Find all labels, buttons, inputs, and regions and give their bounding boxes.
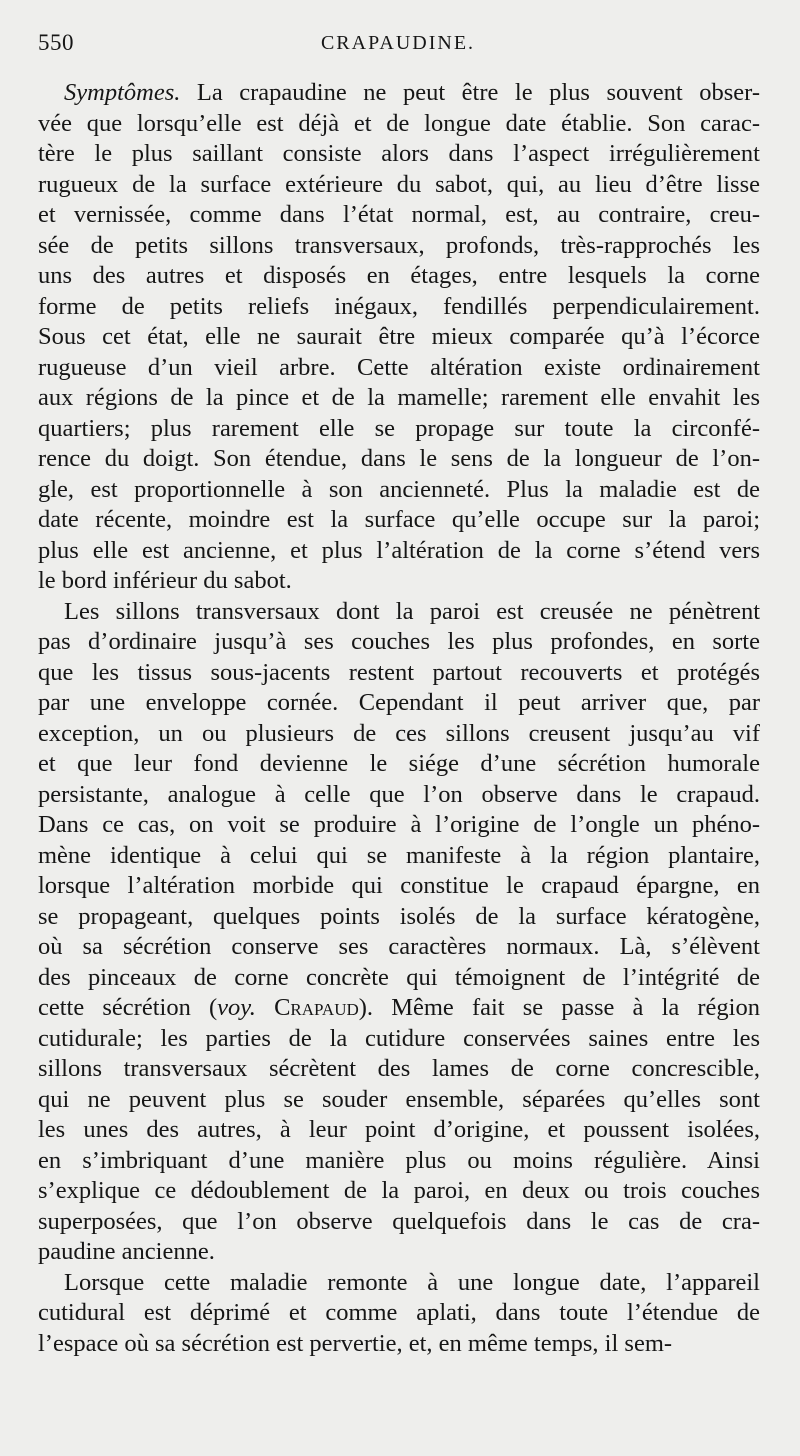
- line-text: en s’imbriquant d’une manière plus ou moins régulière. Ainsi: [38, 1146, 760, 1174]
- text-line: [38, 963, 760, 994]
- text-line: [38, 902, 760, 933]
- text-line: [38, 170, 760, 201]
- text-line: [38, 1146, 760, 1177]
- text-line: [38, 627, 760, 658]
- text-line: [38, 1115, 760, 1146]
- text-line: [38, 658, 760, 689]
- italic-reference: voy.: [217, 994, 256, 1021]
- text-line: [38, 810, 760, 841]
- line-text: quartiers; plus rarement elle se propage sur toute la circonfé-: [38, 414, 760, 442]
- text-line: [38, 841, 760, 872]
- line-text: uns des autres et disposés en étages, entre lesquels la corne: [38, 262, 760, 289]
- text-line: [38, 719, 760, 750]
- line-text: cette sécrétion (: [38, 994, 218, 1021]
- line-text: rence du doigt. Son étendue, dans le sens de la longueur de l’on-: [38, 445, 760, 472]
- line-text: persistante, analogue à celle que l’on observe dans le crapaud.: [38, 780, 760, 808]
- section-heading-italic: Symptômes.: [64, 79, 181, 106]
- page-header: [38, 30, 758, 64]
- text-line: [38, 597, 760, 628]
- text-line: [38, 139, 760, 170]
- line-text: pas d’ordinaire jusqu’à ses couches les plus profondes, en sorte: [38, 628, 760, 655]
- text-line: [38, 1329, 760, 1360]
- line-text: superposées, que l’on observe quelquefois dans le cas de cra-: [38, 1207, 760, 1235]
- text-line: [38, 353, 760, 384]
- text-line: [38, 1237, 760, 1268]
- line-text: cutidural est déprimé et comme aplati, dans toute l’étendue de: [38, 1299, 760, 1326]
- text-line: [38, 1298, 760, 1329]
- line-text: les unes des autres, à leur point d’origine, et poussent isolées,: [38, 1116, 760, 1143]
- text-line: [38, 993, 760, 1024]
- line-text: rugueuse d’un vieil arbre. Cette altération existe ordinairement: [38, 353, 760, 381]
- line-text: des pinceaux de corne concrète qui témoignent de l’intégrité de: [38, 963, 760, 991]
- line-text: La crapaudine ne peut être le plus souvent obser-: [180, 79, 760, 106]
- text-line: [38, 1054, 760, 1085]
- text-line: [38, 475, 760, 506]
- running-title: CRAPAUDINE.: [320, 32, 476, 54]
- line-text: le bord inférieur du sabot.: [38, 567, 292, 594]
- line-text: Les sillons transversaux dont la paroi est creusée ne pénètrent: [64, 597, 760, 625]
- line-text: aux régions de la pince et de la mamelle; rarement elle envahit les: [38, 384, 760, 411]
- text-line: [38, 1268, 760, 1299]
- text-line: [38, 1176, 760, 1207]
- text-line: [38, 383, 760, 414]
- paragraph: [38, 1268, 760, 1360]
- text-line: [38, 505, 760, 536]
- text-line: [38, 536, 760, 567]
- line-text: où sa sécrétion conserve ses caractères normaux. Là, s’élèvent: [38, 933, 760, 960]
- line-text: mène identique à celui qui se manifeste à la région plantaire,: [38, 841, 760, 869]
- line-text: plus elle est ancienne, et plus l’altération de la corne s’étend vers: [38, 536, 760, 564]
- text-line: [38, 200, 760, 231]
- text-line: [38, 1085, 760, 1116]
- line-text: forme de petits reliefs inégaux, fendillés perpendiculairement.: [38, 292, 760, 320]
- line-text: tère le plus saillant consiste alors dans l’aspect irrégulièrement: [38, 140, 760, 167]
- text-line: [38, 261, 760, 292]
- line-text: cutidurale; les parties de la cutidure conservées saines entre les: [38, 1024, 760, 1052]
- line-text: Sous cet état, elle ne saurait être mieux comparée qu’à l’écorce: [38, 323, 760, 350]
- text-line: [38, 231, 760, 262]
- line-text: sée de petits sillons transversaux, profonds, très-rapprochés les: [38, 231, 760, 259]
- line-text: par une enveloppe cornée. Cependant il peut arriver que, par: [38, 689, 760, 716]
- line-text: Dans ce cas, on voit se produire à l’origine de l’ongle un phéno-: [38, 811, 760, 838]
- text-line: [38, 1207, 760, 1238]
- paragraph: [38, 597, 760, 1268]
- line-text: sillons transversaux sécrètent des lames de corne concrescible,: [38, 1055, 760, 1082]
- line-text: exception, un ou plusieurs de ces sillons creusent jusqu’au vif: [38, 719, 760, 747]
- line-text: que les tissus sous-jacents restent partout recouverts et protégés: [38, 658, 760, 686]
- text-line: [38, 932, 760, 963]
- text-line: [38, 109, 760, 140]
- text-line: [38, 292, 760, 323]
- text-line: [38, 688, 760, 719]
- line-text: lorsque l’altération morbide qui constitue le crapaud épargne, en: [38, 872, 760, 899]
- line-text: s’explique ce dédoublement de la paroi, en deux ou trois couches: [38, 1177, 760, 1204]
- smallcaps-reference: Crapaud: [255, 994, 359, 1021]
- line-text: vée que lorsqu’elle est déjà et de longue date établie. Son carac-: [38, 109, 760, 137]
- line-text: paudine ancienne.: [38, 1238, 215, 1265]
- text-line: [38, 444, 760, 475]
- text-line: [38, 871, 760, 902]
- text-line: [38, 749, 760, 780]
- line-text: qui ne peuvent plus se souder ensemble, séparées qu’elles sont: [38, 1085, 760, 1113]
- line-text: et vernissée, comme dans l’état normal, est, au contraire, creu-: [38, 201, 760, 228]
- line-text: gle, est proportionnelle à son ancienneté. Plus la maladie est de: [38, 475, 760, 503]
- text-line: [38, 322, 760, 353]
- line-text: date récente, moindre est la surface qu’elle occupe sur la paroi;: [38, 506, 760, 533]
- text-line: [38, 780, 760, 811]
- line-text: Lorsque cette maladie remonte à une longue date, l’appareil: [64, 1268, 760, 1296]
- text-line: [38, 414, 760, 445]
- page-number: 550: [38, 30, 74, 55]
- text-line: [38, 566, 760, 597]
- text-line: [38, 78, 760, 109]
- text-line: [38, 1024, 760, 1055]
- line-text: l’espace où sa sécrétion est pervertie, et, en même temps, il sem-: [38, 1329, 673, 1357]
- line-text: se propageant, quelques points isolés de la surface kératogène,: [38, 902, 760, 930]
- line-text-tail: ). Même fait se passe à la région: [358, 994, 760, 1021]
- line-text: et que leur fond devienne le siége d’une sécrétion humorale: [38, 750, 760, 777]
- paragraph: [38, 78, 760, 597]
- page-body: [38, 78, 760, 1359]
- line-text: rugueux de la surface extérieure du sabot, qui, au lieu d’être lisse: [38, 170, 760, 198]
